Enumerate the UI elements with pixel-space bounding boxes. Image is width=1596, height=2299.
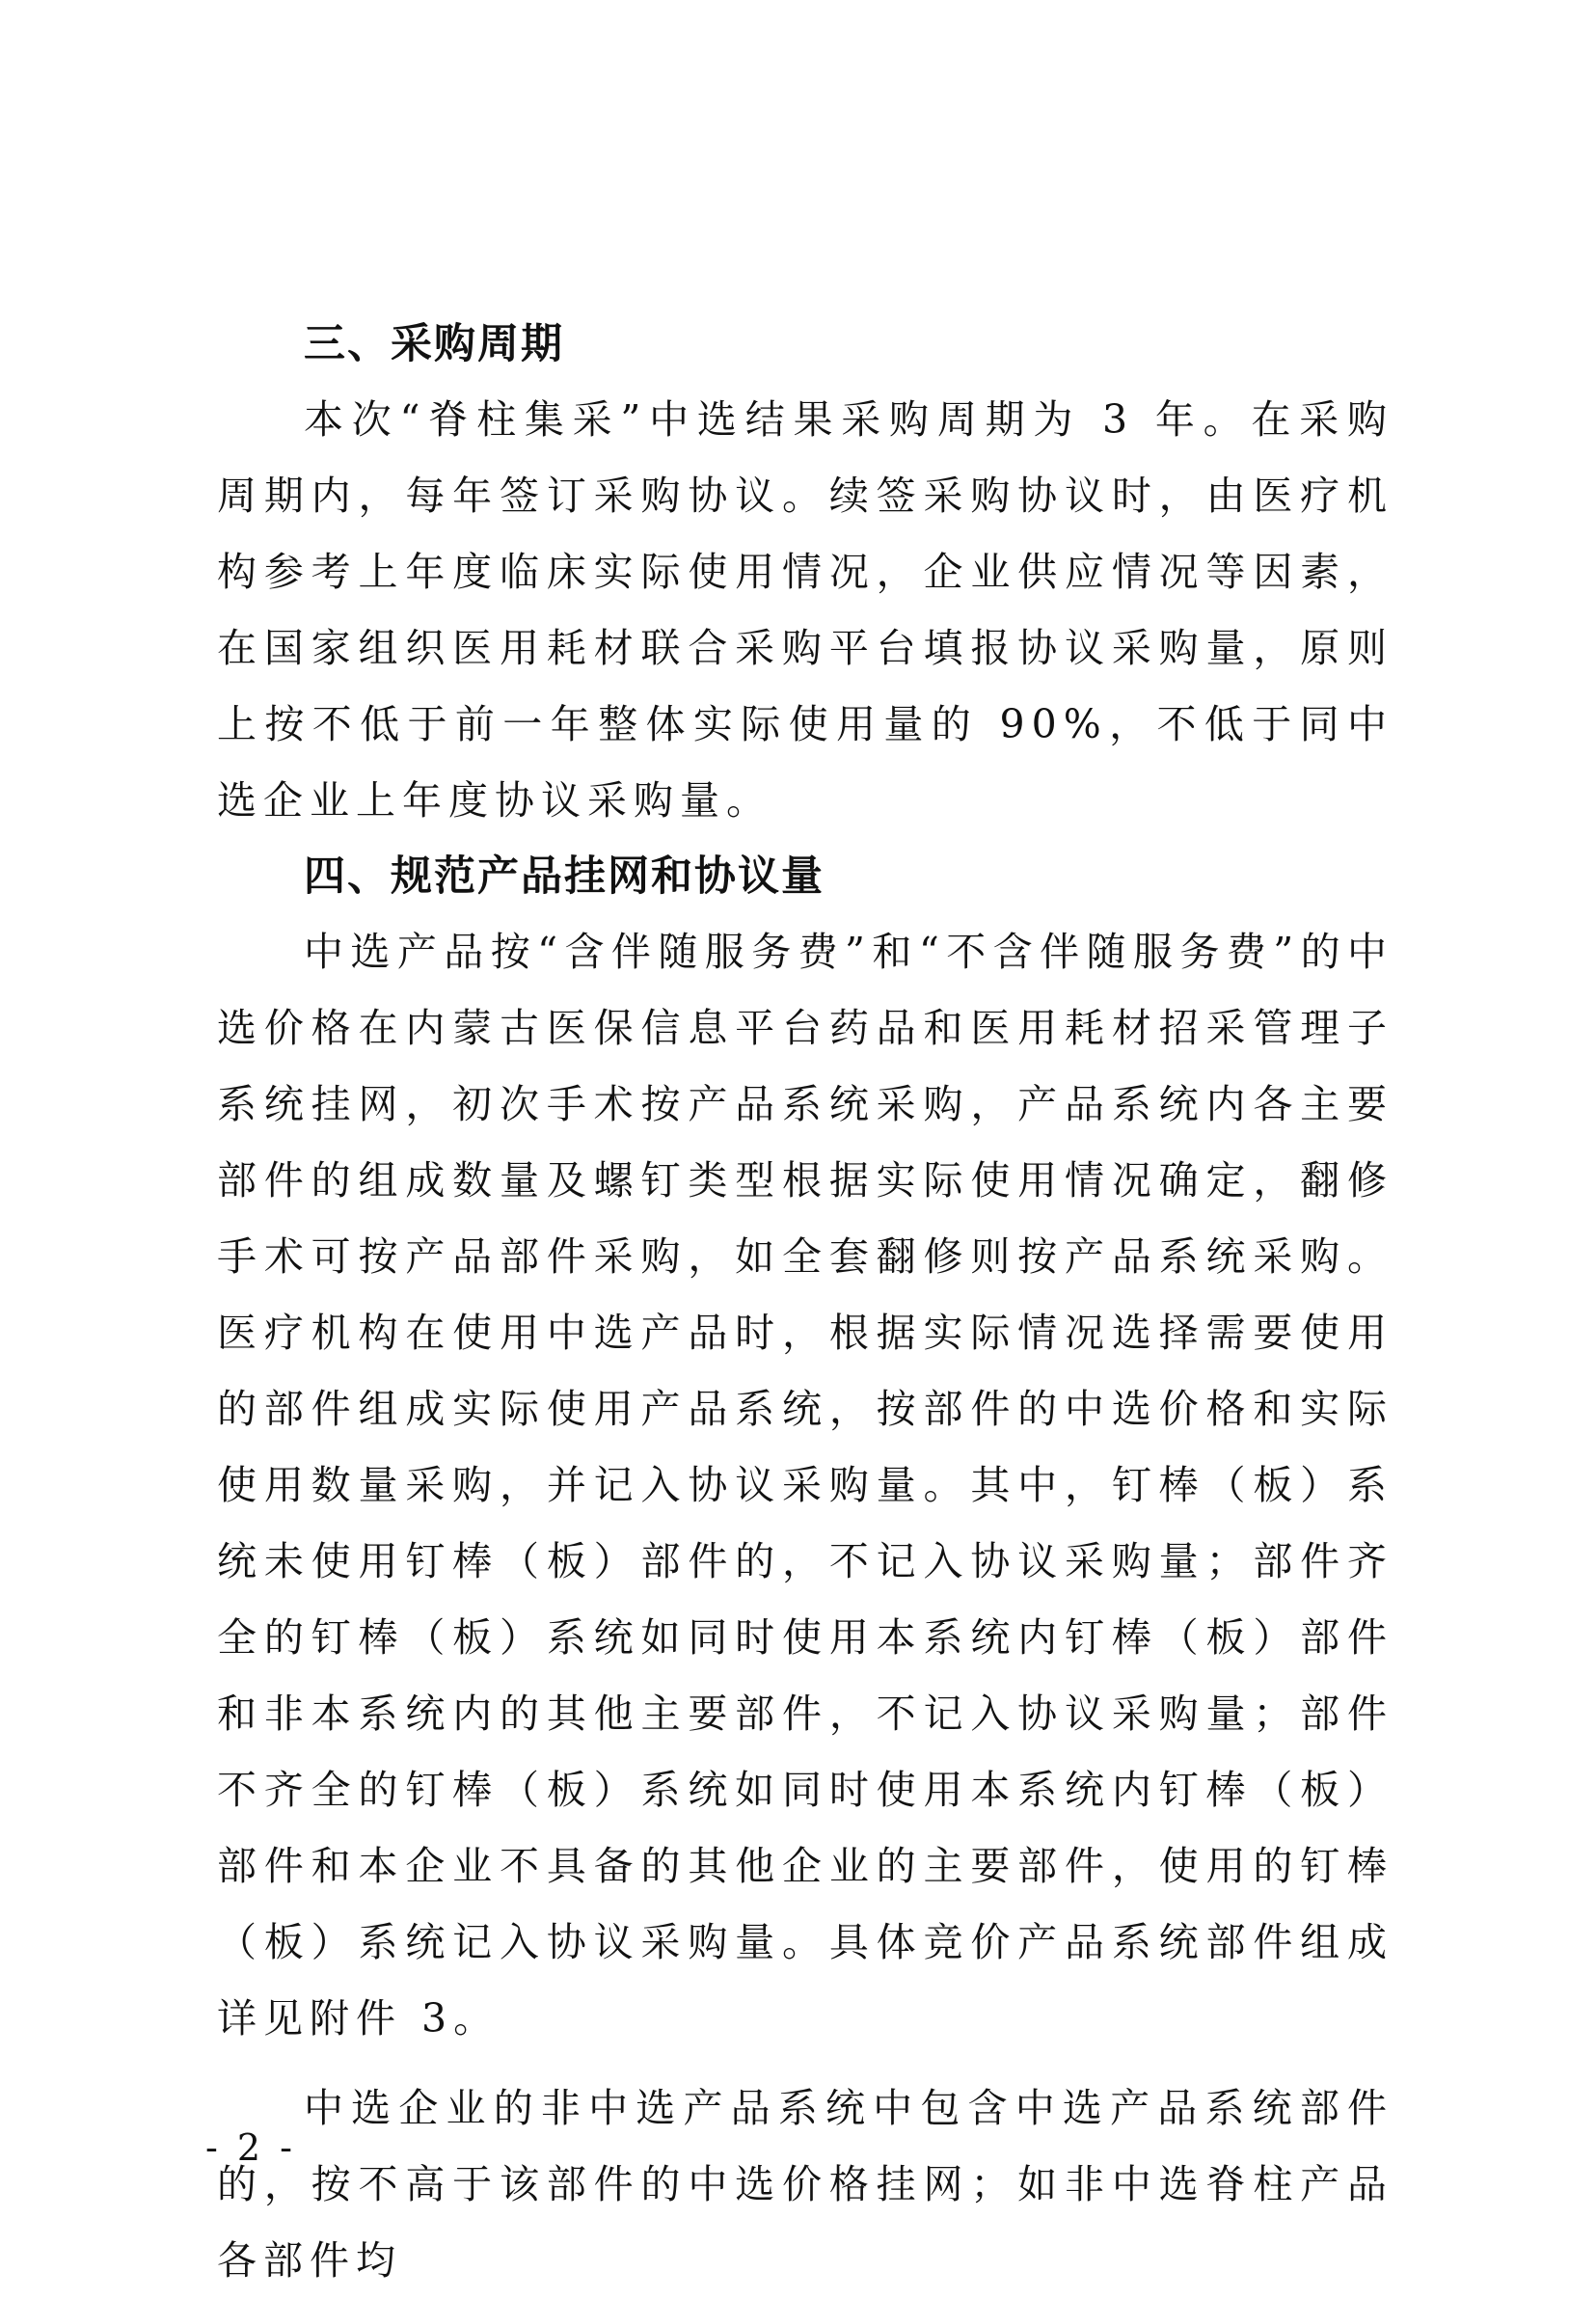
body-paragraph: 中选企业的非中选产品系统中包含中选产品系统部件的，按不高于该部件的中选价格挂网；如非中选脊柱产品各部件均	[217, 2085, 1393, 2284]
document-body	[217, 307, 1393, 2299]
section-heading: 四、规范产品挂网和协议量	[304, 852, 825, 901]
section-heading: 三、采购周期	[304, 320, 564, 368]
section-procurement-period	[217, 307, 1393, 839]
section-listing-and-agreement	[217, 839, 1393, 2299]
body-paragraph: 本次“脊柱集采”中选结果采购周期为 3 年。在采购周期内，每年签订采购协议。续签采购协议时，由医疗机构参考上年度临床实际使用情况，企业供应情况等因素，在国家组织医用耗材联合采购平台填报协议采购量，原则上按不低于前一年整体实际使用量的 90%，不低于同中选企业上年度协议采购量。	[217, 396, 1393, 824]
page-number: - 2 -	[205, 2126, 297, 2169]
body-paragraph: 中选产品按“含伴随服务费”和“不含伴随服务费”的中选价格在内蒙古医保信息平台药品和医用耗材招采管理子系统挂网，初次手术按产品系统采购，产品系统内各主要部件的组成数量及螺钉类型根据实际使用情况确定，翻修手术可按产品部件采购，如全套翻修则按产品系统采购。医疗机构在使用中选产品时，根据实际情况选择需要使用的部件组成实际使用产品系统，按部件的中选价格和实际使用数量采购，并记入协议采购量。其中，钉棒（板）系统未使用钉棒（板）部件的，不记入协议采购量；部件齐全的钉棒（板）系统如同时使用本系统内钉棒（板）部件和非本系统内的其他主要部件，不记入协议采购量；部件不齐全的钉棒（板）系统如同时使用本系统内钉棒（板）部件和本企业不具备的其他企业的主要部件，使用的钉棒（板）系统记入协议采购量。具体竞价产品系统部件组成详见附件 3。	[217, 929, 1393, 2042]
